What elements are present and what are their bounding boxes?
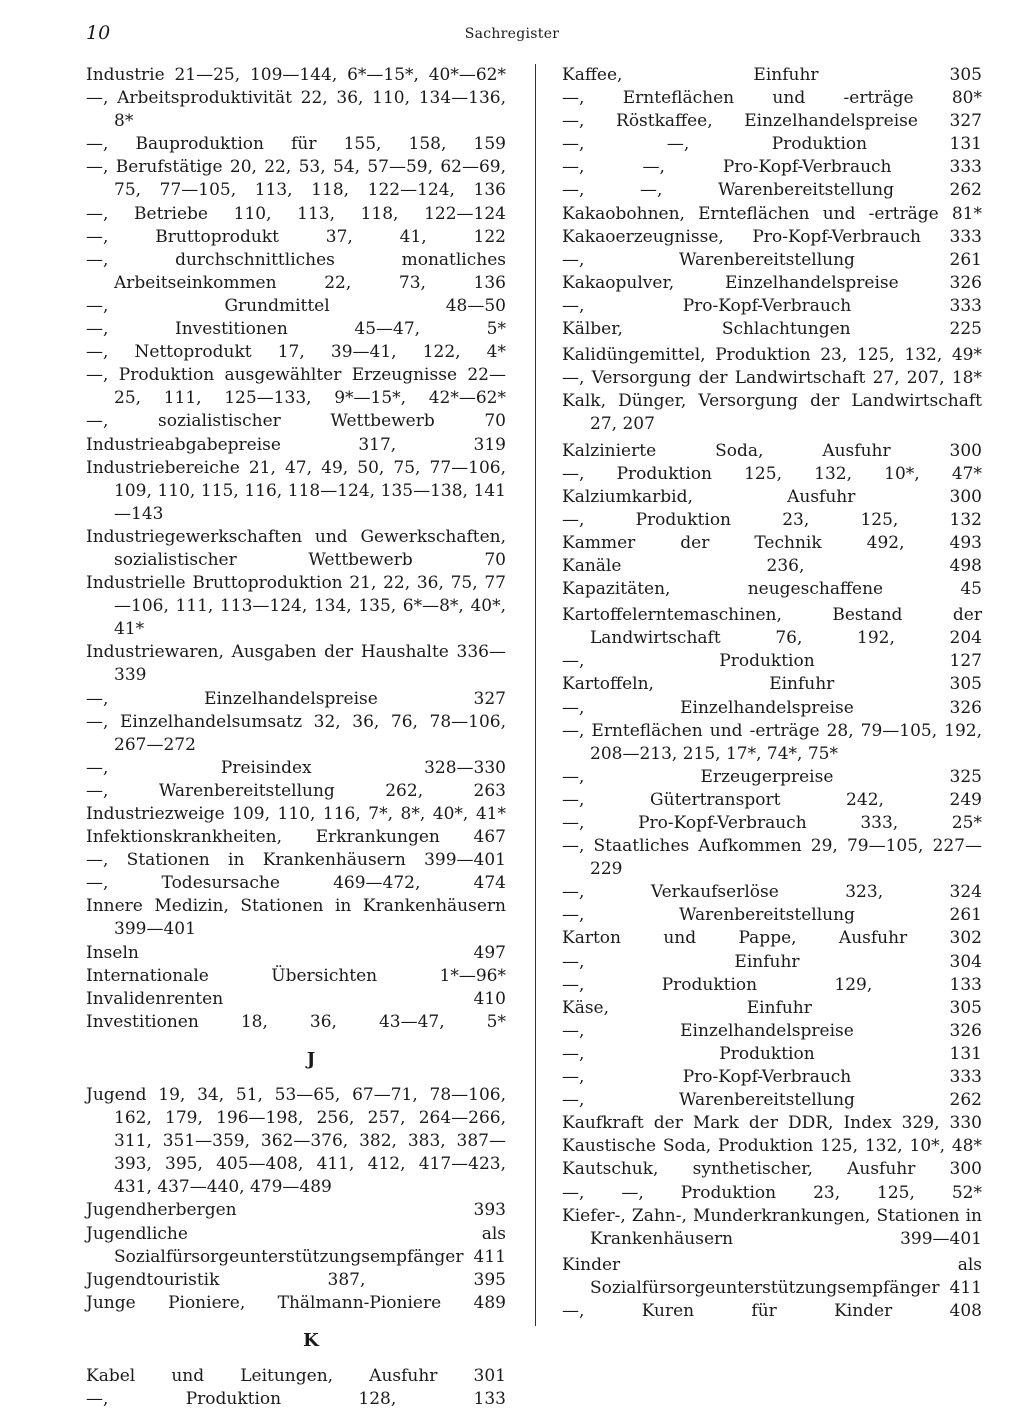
index-entry: —, Staatliches Aufkommen 29, 79—105, 227—229 bbox=[562, 836, 982, 880]
index-entry: Kalzinierte Soda, Ausfuhr 300 bbox=[562, 440, 982, 461]
index-entry: Kabel und Leitungen, Ausfuhr 301 bbox=[86, 1365, 506, 1386]
index-section-i bbox=[86, 64, 506, 1034]
index-entry: —, —, Warenbereitstellung 262 bbox=[562, 180, 982, 201]
index-entry: Karton und Pappe, Ausfuhr 302 bbox=[562, 928, 982, 949]
index-entry: —, Todesursache 469—472, 474 bbox=[86, 873, 506, 894]
index-entry: Kapazitäten, neugeschaffene 45 bbox=[562, 579, 982, 600]
index-entry: —, Betriebe 110, 113, 118, 122—124 bbox=[86, 203, 506, 224]
index-entry: Kaffee, Einfuhr 305 bbox=[562, 65, 982, 85]
index-entry: Jugendherbergen 393 bbox=[86, 1200, 506, 1221]
index-entry: —, Berufstätige 20, 22, 53, 54, 57—59, 62—69, 75, 77—105, 113, 118, 122—124, 136 bbox=[86, 157, 506, 201]
index-entry: —, Produktion 125, 132, 10*, 47* bbox=[562, 463, 982, 484]
index-entry: Kälber, Schlachtungen 225 bbox=[562, 319, 982, 340]
index-entry: Kakaobohnen, Ernteflächen und -erträge 81* bbox=[562, 203, 982, 224]
index-entry: —, Warenbereitstellung 261 bbox=[562, 905, 982, 926]
index-entry: Industriebereiche 21, 47, 49, 50, 75, 77—106, 109, 110, 115, 116, 118—124, 135—138, 141—143 bbox=[86, 457, 506, 524]
index-entry: —, Produktion 128, 133 bbox=[86, 1388, 506, 1409]
index-entry: Käse, Einfuhr 305 bbox=[562, 997, 982, 1018]
index-entry: —, Produktion 127 bbox=[562, 651, 982, 672]
index-entry: —, Produktion 129, 133 bbox=[562, 974, 982, 995]
index-entry: Investitionen 18, 36, 43—47, 5* bbox=[86, 1011, 506, 1032]
index-entry: Infektionskrankheiten, Erkrankungen 467 bbox=[86, 827, 506, 848]
index-entry: —, Grundmittel 48—50 bbox=[86, 295, 506, 316]
index-entry: Invalidenrenten 410 bbox=[86, 988, 506, 1009]
index-entry: —, Preisindex 328—330 bbox=[86, 757, 506, 778]
index-entry: Industrielle Bruttoproduktion 21, 22, 36, 75, 77—106, 111, 113—124, 134, 135, 6*—8*, 40*, 41* bbox=[86, 573, 506, 640]
index-column-right bbox=[562, 64, 982, 1323]
index-entry: —, Produktion ausgewählter Erzeugnisse 22—25, 111, 125—133, 9*—15*, 42*—62* bbox=[86, 365, 506, 409]
index-entry: —, Arbeitsproduktivität 22, 36, 110, 134—136, 8* bbox=[86, 88, 506, 132]
section-letter-k: K bbox=[303, 1329, 319, 1351]
index-entry: —, Warenbereitstellung 262, 263 bbox=[86, 780, 506, 801]
index-entry: Kaufkraft der Mark der DDR, Index 329, 330 bbox=[562, 1113, 982, 1134]
index-entry: Kakaopulver, Einzelhandelspreise 326 bbox=[562, 272, 982, 293]
index-entry: —, Investitionen 45—47, 5* bbox=[86, 319, 506, 340]
index-entry: —, Röstkaffee, Einzelhandelspreise 327 bbox=[562, 111, 982, 132]
index-entry: Inseln 497 bbox=[86, 942, 506, 963]
index-entry: —, Versorgung der Landwirtschaft 27, 207, 18* bbox=[562, 368, 982, 389]
index-entry: —, Verkaufserlöse 323, 324 bbox=[562, 882, 982, 903]
index-entry: —, Produktion 131 bbox=[562, 1043, 982, 1064]
index-entry: —, Warenbereitstellung 261 bbox=[562, 249, 982, 270]
index-entry: —, Bruttoprodukt 37, 41, 122 bbox=[86, 226, 506, 247]
index-entry: Kammer der Technik 492, 493 bbox=[562, 532, 982, 553]
index-entry: —, Nettoprodukt 17, 39—41, 122, 4* bbox=[86, 342, 506, 363]
index-entry: Kartoffeln, Einfuhr 305 bbox=[562, 674, 982, 695]
section-letter-j: J bbox=[306, 1048, 316, 1070]
running-title: Sachregister bbox=[464, 26, 560, 42]
index-entry: Innere Medizin, Stationen in Krankenhäusern 399—401 bbox=[86, 896, 506, 940]
index-entry: Kalidüngemittel, Produktion 23, 125, 132, 49* bbox=[562, 345, 982, 366]
index-entry: —, Erzeugerpreise 325 bbox=[562, 766, 982, 787]
index-entry: —, —, Pro-Kopf-Verbrauch 333 bbox=[562, 157, 982, 178]
index-entry: —, Ernteflächen und -erträge 80* bbox=[562, 88, 982, 109]
index-entry: —, durchschnittliches monatliches Arbeitseinkommen 22, 73, 136 bbox=[86, 249, 506, 293]
index-entry: —, Produktion 23, 125, 132 bbox=[562, 509, 982, 530]
index-entry: Junge Pioniere, Thälmann-Pioniere 489 bbox=[86, 1292, 506, 1313]
index-entry: Kinder als Sozialfürsorgeunterstützungsempfänger 411 bbox=[562, 1254, 982, 1298]
index-entry: —, sozialistischer Wettbewerb 70 bbox=[86, 411, 506, 432]
index-section-k bbox=[86, 1365, 506, 1411]
index-entry: Jugendliche als Sozialfürsorgeunterstützungsempfänger 411 bbox=[86, 1223, 506, 1267]
page-number: 10 bbox=[86, 22, 111, 44]
index-entry: Industriezweige 109, 110, 116, 7*, 8*, 40*, 41* bbox=[86, 804, 506, 824]
index-column-left bbox=[86, 64, 506, 1411]
index-entry: Kiefer-, Zahn-, Munderkrankungen, Stationen in Krankenhäusern 399—401 bbox=[562, 1205, 982, 1249]
index-entry: Industrieabgabepreise 317, 319 bbox=[86, 434, 506, 455]
index-entry: Kautschuk, synthetischer, Ausfuhr 300 bbox=[562, 1159, 982, 1180]
index-entry: —, Einzelhandelspreise 326 bbox=[562, 1020, 982, 1041]
index-entry: —, Pro-Kopf-Verbrauch 333 bbox=[562, 1067, 982, 1088]
index-entry: Kakaoerzeugnisse, Pro-Kopf-Verbrauch 333 bbox=[562, 226, 982, 247]
index-entry: Industrie 21—25, 109—144, 6*—15*, 40*—62* bbox=[86, 65, 506, 85]
index-entry: Kartoffelerntemaschinen, Bestand der Landwirtschaft 76, 192, 204 bbox=[562, 605, 982, 649]
index-entry: —, Einzelhandelspreise 326 bbox=[562, 697, 982, 718]
index-entry: —, Einzelhandelsumsatz 32, 36, 76, 78—106, 267—272 bbox=[86, 711, 506, 755]
index-section-j bbox=[86, 1084, 506, 1315]
index-entry: Internationale Übersichten 1*—96* bbox=[86, 965, 506, 986]
index-entry: —, Einzelhandelspreise 327 bbox=[86, 688, 506, 709]
index-entry: —, Warenbereitstellung 262 bbox=[562, 1090, 982, 1111]
index-entry: Kaustische Soda, Produktion 125, 132, 10*, 48* bbox=[562, 1136, 982, 1157]
index-entry: Kalk, Dünger, Versorgung der Landwirtschaft 27, 207 bbox=[562, 391, 982, 435]
index-entry: Industriewaren, Ausgaben der Haushalte 336—339 bbox=[86, 642, 506, 686]
index-entry: —, Einfuhr 304 bbox=[562, 951, 982, 972]
index-entry: —, —, Produktion 23, 125, 52* bbox=[562, 1182, 982, 1203]
index-entry: —, —, Produktion 131 bbox=[562, 134, 982, 155]
index-entry: Industriegewerkschaften und Gewerkschaften, sozialistischer Wettbewerb 70 bbox=[86, 526, 506, 570]
index-entry: —, Gütertransport 242, 249 bbox=[562, 789, 982, 810]
index-entry: Jugendtouristik 387, 395 bbox=[86, 1269, 506, 1290]
index-entry: —, Kuren für Kinder 408 bbox=[562, 1300, 982, 1321]
index-entry: —, Pro-Kopf-Verbrauch 333 bbox=[562, 295, 982, 316]
index-entry: —, Stationen in Krankenhäusern 399—401 bbox=[86, 850, 506, 871]
index-entry: Jugend 19, 34, 51, 53—65, 67—71, 78—106, 162, 179, 196—198, 256, 257, 264—266, 311, 351—359, 362—376, 382, 383, 387—393, 395, 405—408, 411, 412, 417—423, 431, 437—440, 479—489 bbox=[86, 1084, 506, 1198]
index-entry: —, Pro-Kopf-Verbrauch 333, 25* bbox=[562, 813, 982, 833]
index-entry: —, Ernteflächen und -erträge 28, 79—105, 192, 208—213, 215, 17*, 74*, 75* bbox=[562, 720, 982, 764]
index-entry: Kanäle 236, 498 bbox=[562, 555, 982, 576]
index-entry: Kalziumkarbid, Ausfuhr 300 bbox=[562, 486, 982, 507]
index-entry: —, Bauproduktion für 155, 158, 159 bbox=[86, 134, 506, 155]
column-divider bbox=[535, 64, 536, 1326]
